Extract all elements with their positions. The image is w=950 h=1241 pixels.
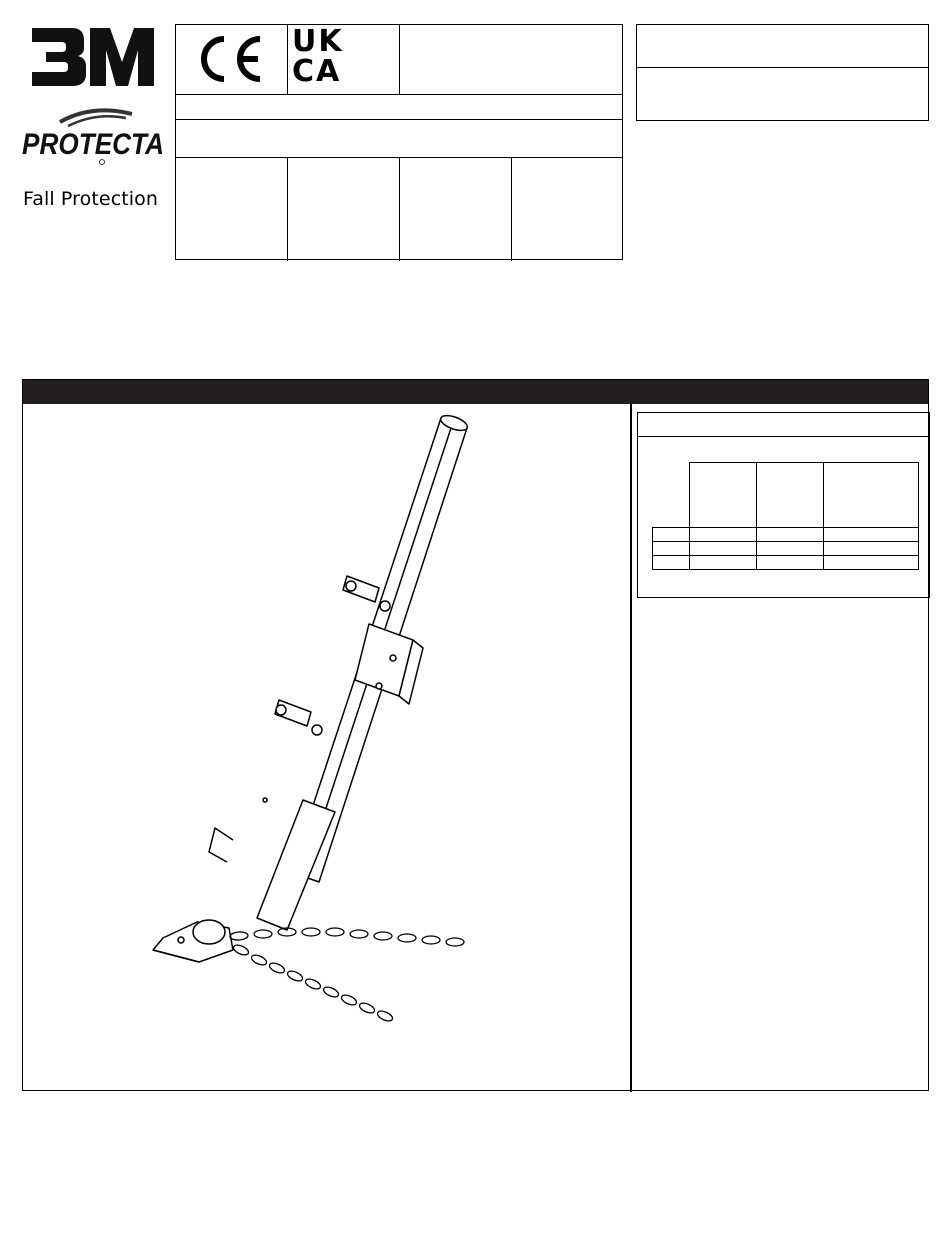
- svg-text:PROTECTA: PROTECTA: [22, 128, 164, 161]
- ukca-mark-icon: UK CA: [292, 24, 344, 89]
- section-header-bar: [23, 380, 928, 404]
- ce-mark-icon: [194, 33, 266, 85]
- tagline: Fall Protection: [23, 188, 159, 210]
- davit-mast-illustration: [123, 410, 543, 1030]
- spec-box: [637, 412, 930, 598]
- protecta-logo: [22, 108, 164, 168]
- certification-table: [175, 24, 623, 260]
- info-box: [636, 24, 929, 121]
- spec-table: [652, 462, 919, 570]
- product-section: [22, 379, 929, 1091]
- 3m-logo: [28, 24, 155, 88]
